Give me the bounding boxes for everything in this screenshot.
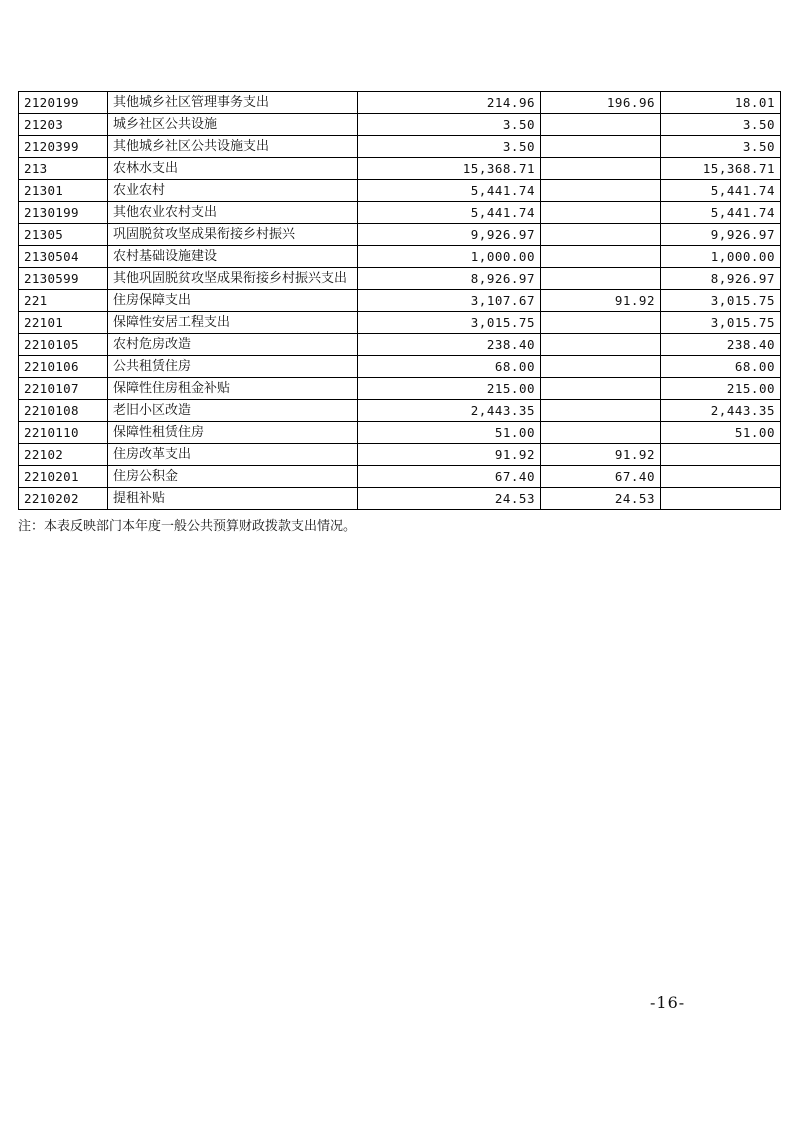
cell-code: 2210105 bbox=[19, 334, 108, 356]
cell-project: 5,441.74 bbox=[661, 180, 781, 202]
cell-code: 2210110 bbox=[19, 422, 108, 444]
cell-code: 2210201 bbox=[19, 466, 108, 488]
cell-code: 2210108 bbox=[19, 400, 108, 422]
cell-basic bbox=[541, 268, 661, 290]
cell-name: 农村基础设施建设 bbox=[108, 246, 358, 268]
cell-total: 214.96 bbox=[358, 92, 541, 114]
cell-code: 213 bbox=[19, 158, 108, 180]
cell-project: 5,441.74 bbox=[661, 202, 781, 224]
cell-code: 2210107 bbox=[19, 378, 108, 400]
cell-code: 22101 bbox=[19, 312, 108, 334]
cell-code: 2120399 bbox=[19, 136, 108, 158]
cell-basic bbox=[541, 422, 661, 444]
table-row bbox=[19, 158, 781, 180]
cell-name: 其他城乡社区管理事务支出 bbox=[108, 92, 358, 114]
cell-basic bbox=[541, 246, 661, 268]
cell-total: 215.00 bbox=[358, 378, 541, 400]
cell-basic bbox=[541, 224, 661, 246]
cell-total: 67.40 bbox=[358, 466, 541, 488]
cell-total: 1,000.00 bbox=[358, 246, 541, 268]
cell-total: 15,368.71 bbox=[358, 158, 541, 180]
expenditure-table bbox=[18, 91, 781, 510]
cell-basic bbox=[541, 114, 661, 136]
cell-name: 老旧小区改造 bbox=[108, 400, 358, 422]
cell-basic bbox=[541, 378, 661, 400]
cell-name: 其他农业农村支出 bbox=[108, 202, 358, 224]
cell-total: 238.40 bbox=[358, 334, 541, 356]
cell-code: 21301 bbox=[19, 180, 108, 202]
cell-total: 9,926.97 bbox=[358, 224, 541, 246]
cell-total: 91.92 bbox=[358, 444, 541, 466]
table-note: 注：本表反映部门本年度一般公共预算财政拨款支出情况。 bbox=[18, 519, 357, 534]
cell-project: 3.50 bbox=[661, 114, 781, 136]
table-row bbox=[19, 224, 781, 246]
table-row bbox=[19, 444, 781, 466]
cell-basic bbox=[541, 136, 661, 158]
table-row bbox=[19, 488, 781, 510]
cell-total: 3.50 bbox=[358, 136, 541, 158]
cell-name: 农林水支出 bbox=[108, 158, 358, 180]
cell-name: 巩固脱贫攻坚成果衔接乡村振兴 bbox=[108, 224, 358, 246]
table-row bbox=[19, 268, 781, 290]
cell-project: 8,926.97 bbox=[661, 268, 781, 290]
cell-project: 238.40 bbox=[661, 334, 781, 356]
cell-project bbox=[661, 488, 781, 510]
cell-project: 3,015.75 bbox=[661, 312, 781, 334]
cell-total: 2,443.35 bbox=[358, 400, 541, 422]
cell-basic bbox=[541, 180, 661, 202]
cell-name: 住房公积金 bbox=[108, 466, 358, 488]
table-row bbox=[19, 356, 781, 378]
cell-project: 51.00 bbox=[661, 422, 781, 444]
cell-project: 215.00 bbox=[661, 378, 781, 400]
table-row bbox=[19, 136, 781, 158]
cell-total: 3,107.67 bbox=[358, 290, 541, 312]
cell-total: 51.00 bbox=[358, 422, 541, 444]
cell-code: 2130199 bbox=[19, 202, 108, 224]
cell-code: 21305 bbox=[19, 224, 108, 246]
cell-code: 2120199 bbox=[19, 92, 108, 114]
cell-name: 公共租赁住房 bbox=[108, 356, 358, 378]
cell-basic: 91.92 bbox=[541, 444, 661, 466]
cell-basic: 196.96 bbox=[541, 92, 661, 114]
cell-name: 保障性安居工程支出 bbox=[108, 312, 358, 334]
cell-name: 保障性住房租金补贴 bbox=[108, 378, 358, 400]
cell-name: 农业农村 bbox=[108, 180, 358, 202]
table-row bbox=[19, 246, 781, 268]
cell-basic: 91.92 bbox=[541, 290, 661, 312]
cell-code: 22102 bbox=[19, 444, 108, 466]
cell-basic bbox=[541, 334, 661, 356]
cell-basic bbox=[541, 312, 661, 334]
table-row bbox=[19, 400, 781, 422]
cell-basic bbox=[541, 158, 661, 180]
table-row bbox=[19, 202, 781, 224]
cell-project: 2,443.35 bbox=[661, 400, 781, 422]
table-row bbox=[19, 92, 781, 114]
cell-name: 提租补贴 bbox=[108, 488, 358, 510]
cell-total: 3,015.75 bbox=[358, 312, 541, 334]
cell-code: 21203 bbox=[19, 114, 108, 136]
cell-project: 15,368.71 bbox=[661, 158, 781, 180]
cell-code: 221 bbox=[19, 290, 108, 312]
cell-name: 其他巩固脱贫攻坚成果衔接乡村振兴支出 bbox=[108, 268, 358, 290]
cell-basic bbox=[541, 202, 661, 224]
cell-project: 68.00 bbox=[661, 356, 781, 378]
cell-basic: 67.40 bbox=[541, 466, 661, 488]
cell-project bbox=[661, 444, 781, 466]
cell-project: 1,000.00 bbox=[661, 246, 781, 268]
cell-project: 18.01 bbox=[661, 92, 781, 114]
table-row bbox=[19, 114, 781, 136]
table-row bbox=[19, 334, 781, 356]
cell-total: 5,441.74 bbox=[358, 202, 541, 224]
cell-name: 住房保障支出 bbox=[108, 290, 358, 312]
table-row bbox=[19, 312, 781, 334]
cell-project: 9,926.97 bbox=[661, 224, 781, 246]
cell-name: 其他城乡社区公共设施支出 bbox=[108, 136, 358, 158]
table-body bbox=[19, 92, 781, 510]
cell-name: 农村危房改造 bbox=[108, 334, 358, 356]
cell-code: 2210106 bbox=[19, 356, 108, 378]
cell-code: 2130504 bbox=[19, 246, 108, 268]
cell-total: 8,926.97 bbox=[358, 268, 541, 290]
table-row bbox=[19, 180, 781, 202]
table-row bbox=[19, 378, 781, 400]
cell-project: 3,015.75 bbox=[661, 290, 781, 312]
cell-basic bbox=[541, 400, 661, 422]
table-row bbox=[19, 290, 781, 312]
table-row bbox=[19, 422, 781, 444]
cell-code: 2210202 bbox=[19, 488, 108, 510]
cell-name: 住房改革支出 bbox=[108, 444, 358, 466]
table-row bbox=[19, 466, 781, 488]
cell-basic: 24.53 bbox=[541, 488, 661, 510]
cell-total: 24.53 bbox=[358, 488, 541, 510]
cell-project: 3.50 bbox=[661, 136, 781, 158]
cell-basic bbox=[541, 356, 661, 378]
cell-name: 城乡社区公共设施 bbox=[108, 114, 358, 136]
cell-total: 68.00 bbox=[358, 356, 541, 378]
cell-total: 5,441.74 bbox=[358, 180, 541, 202]
page-number: -16- bbox=[650, 993, 686, 1012]
cell-code: 2130599 bbox=[19, 268, 108, 290]
cell-project bbox=[661, 466, 781, 488]
cell-name: 保障性租赁住房 bbox=[108, 422, 358, 444]
cell-total: 3.50 bbox=[358, 114, 541, 136]
